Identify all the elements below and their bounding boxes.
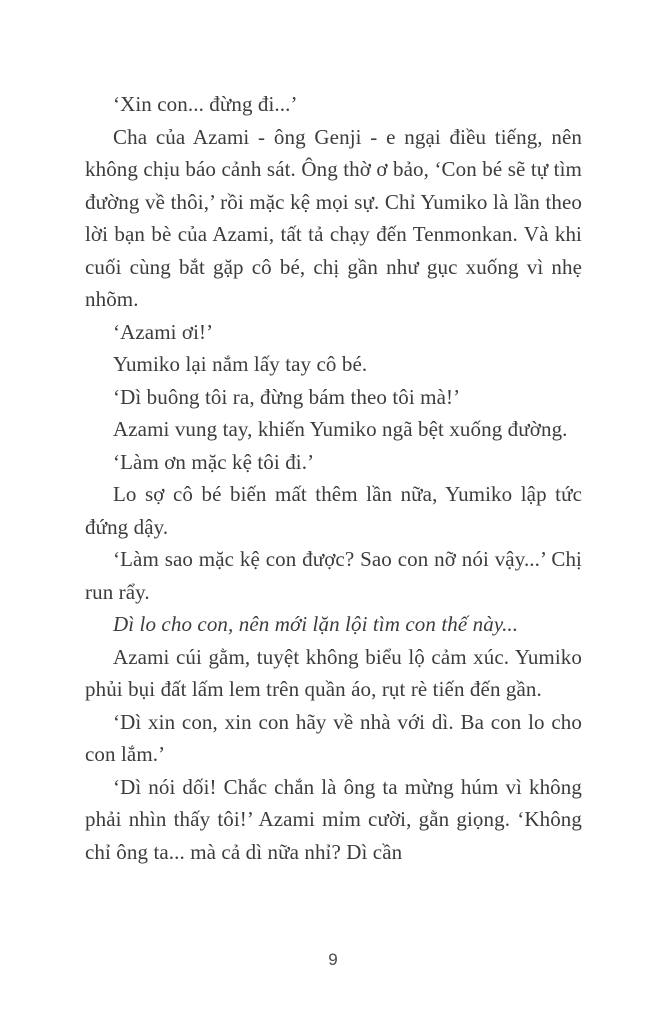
paragraph: Yumiko lại nắm lấy tay cô bé.	[113, 352, 368, 376]
paragraph: ‘Làm ơn mặc kệ tôi đi.’	[113, 449, 315, 474]
paragraph: ‘Làm sao mặc kệ con được? Sao con nỡ nói vậy...’ Chị run rẩy.	[85, 547, 582, 604]
paragraph: ‘Azami ơi!’	[113, 319, 214, 344]
text-block	[85, 88, 582, 868]
paragraph: ‘Xin con... đừng đi...’	[113, 92, 298, 116]
paragraph: Lo sợ cô bé biến mất thêm lần nữa, Yumiko lập tức đứng dậy.	[85, 482, 582, 539]
paragraph: ‘Dì buông tôi ra, đừng bám theo tôi mà!’	[113, 384, 461, 409]
paragraph: Cha của Azami - ông Genji - e ngại điều tiếng, nên không chịu báo cảnh sát. Ông thờ ơ bảo, ‘Con bé sẽ tự tìm đường về thôi,’ rồi mặc kệ mọi sự. Chỉ Yumiko là lần theo lời bạn bè của Azami, tất tả chạy đến Tenmonkan. Và khi cuối cùng bắt gặp cô bé, chị gần như gục xuống vì nhẹ nhõm.	[85, 124, 582, 311]
paragraph: ‘Dì xin con, xin con hãy về nhà với dì. Ba con lo cho con lắm.’	[85, 709, 582, 766]
paragraph: Azami cúi gằm, tuyệt không biểu lộ cảm xúc. Yumiko phủi bụi đất lấm lem trên quần áo, rụt rè tiến đến gần.	[85, 644, 582, 701]
paragraph: ‘Dì nói dối! Chắc chắn là ông ta mừng húm vì không phải nhìn thấy tôi!’ Azami mỉm cười, gằn giọng. ‘Không chỉ ông ta... mà cả dì nữa nhỉ? Dì cần	[85, 774, 582, 864]
page-number: 9	[328, 950, 338, 969]
paragraph: Azami vung tay, khiến Yumiko ngã bệt xuống đường.	[113, 417, 568, 441]
paragraph-inner-thought: Dì lo cho con, nên mới lặn lội tìm con thế này...	[113, 612, 519, 636]
page-footer	[0, 950, 666, 970]
